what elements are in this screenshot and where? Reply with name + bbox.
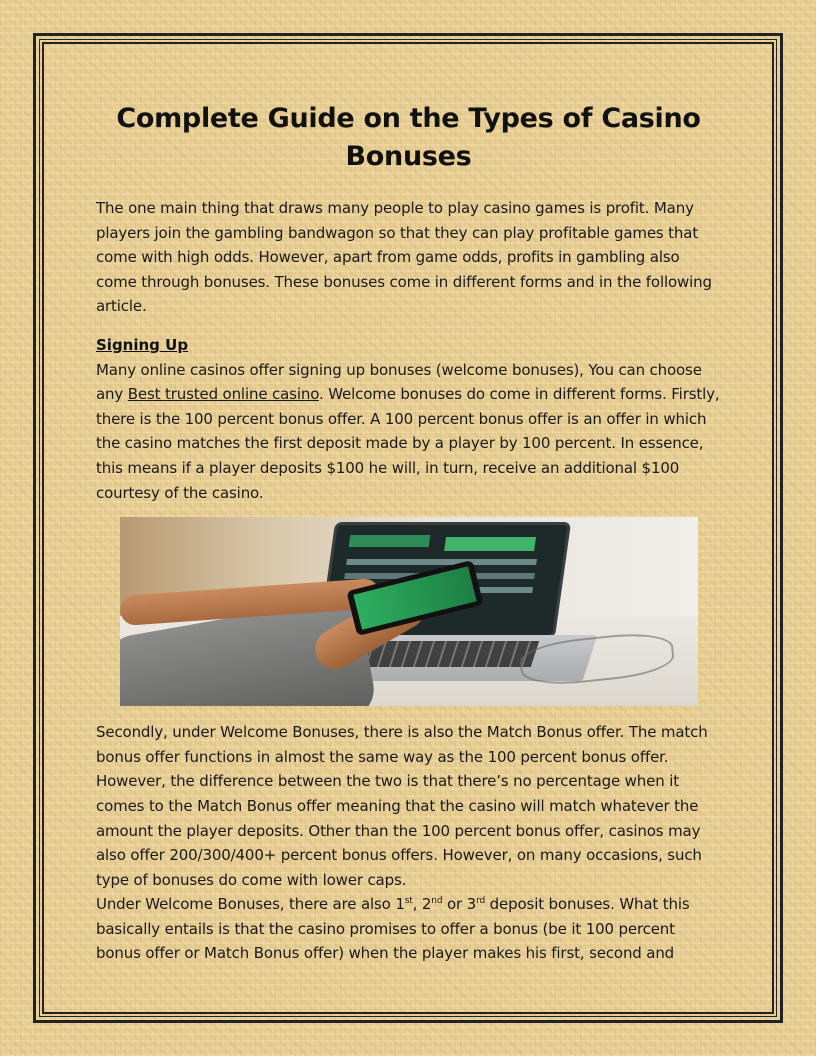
page-title: Complete Guide on the Types of Casino Bonuses: [116, 103, 701, 172]
match-bonus-paragraph: Secondly, under Welcome Bonuses, there is also the Match Bonus offer. The match bonus offer functions in almost the same way as the 100 percent bonus offer. However, the difference between the two is that there’s no percentage when it comes to the Match Bonus offer meaning that the casino will match whatever the amount the player deposits. Other than the 100 percent bonus offer, casinos may also offer 200/300/400+ percent bonus offers. However, on many occasions, such type of bonuses do come with lower caps.: [96, 723, 708, 889]
ordinal-rd: rd: [476, 896, 486, 907]
paragraph-text-after-link: . Welcome bonuses do come in different forms. Firstly, there is the 100 percent bonus offer. A 100 percent bonus offer is an offer in which the casino matches the first deposit made by a player by 100 percent. In essence, this means if a player deposits $100 he will, in turn, receive an additional $100 courtesy of the casino.: [96, 385, 720, 502]
intro-paragraph: The one main thing that draws many people to play casino games is profit. Many players join the gambling bandwagon so that they can play profitable games that come with high odds. However, apart from game odds, profits in gambling also come through bonuses. These bonuses come in different forms and in the following article.: [96, 199, 712, 316]
section-heading-signing-up: Signing Up: [96, 335, 189, 354]
best-trusted-casino-link[interactable]: Best trusted online casino: [127, 385, 319, 404]
casino-betting-photo: [120, 517, 698, 706]
deposit-text-4: deposit bonuses. What this basically entails is that the casino promises to offer a bonus (be it 100 percent bonus offer or Match Bonus offer) when the player makes his first, second and: [96, 895, 690, 963]
signing-up-paragraph: [96, 358, 721, 506]
ordinal-nd: nd: [431, 896, 443, 907]
deposit-text-3: or 3: [442, 895, 477, 914]
ordinal-st: st: [404, 896, 413, 907]
document-body: [96, 100, 721, 966]
deposit-text-1: Under Welcome Bonuses, there are also 1: [96, 895, 405, 914]
deposit-text-2: , 2: [412, 895, 432, 914]
deposit-bonus-paragraph: [96, 892, 721, 966]
paragraph-text-before-link: Many online casinos offer signing up bonuses (welcome bonuses), You can choose any: [96, 360, 702, 404]
